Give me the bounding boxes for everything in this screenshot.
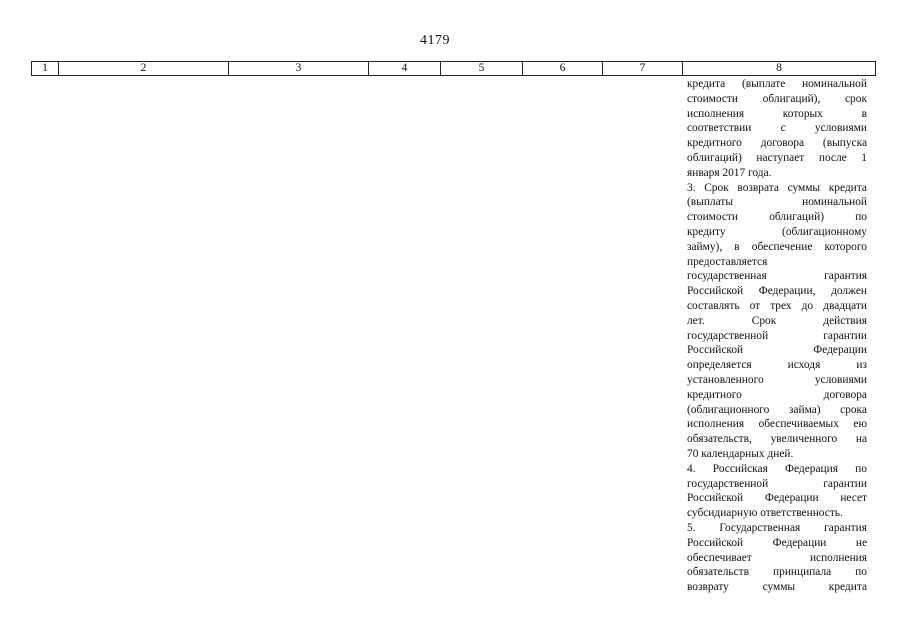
word: в [734, 240, 740, 253]
column-8-line [687, 358, 867, 373]
word: возврату [687, 581, 729, 594]
word: Федерации [764, 492, 819, 505]
word: 1 [861, 151, 867, 164]
column-8-line [687, 136, 867, 151]
column-number-header-table [31, 61, 876, 76]
column-8-line [687, 477, 867, 492]
word: в [861, 107, 867, 120]
word: (выплате [741, 78, 786, 90]
word: срока [840, 403, 867, 416]
word: договора [823, 388, 867, 401]
word: кредитного [687, 137, 742, 150]
word: обеспечение [751, 240, 813, 253]
column-8-line [687, 491, 867, 506]
word: обеспечиваемых [758, 418, 839, 431]
word: 3. [687, 181, 696, 194]
word: облигаций), [762, 92, 821, 105]
word: не [855, 536, 867, 549]
column-header-4: 4 [369, 62, 441, 76]
column-8-line [687, 107, 867, 122]
word: 5. [687, 521, 696, 534]
column-8-line [687, 299, 867, 314]
word: номинальной [802, 78, 867, 90]
word: кредитного [687, 388, 742, 401]
word: государственная [687, 270, 767, 283]
word: (облигационному [782, 225, 867, 238]
column-8-line [687, 373, 867, 388]
column-8-line [687, 551, 867, 566]
word: по [855, 566, 867, 579]
column-8-line: 70 календарных дней. [687, 447, 794, 460]
word: возврата [737, 181, 779, 194]
word: соответствии [687, 122, 752, 135]
column-header-3: 3 [229, 62, 369, 76]
word: составлять [687, 299, 740, 312]
word: кредита [828, 581, 867, 594]
column-8-line [687, 329, 867, 344]
word: условиями [814, 373, 867, 386]
word: действия [823, 314, 867, 327]
column-header-1: 1 [32, 62, 59, 76]
column-8-line [687, 92, 867, 107]
word: Российской [687, 285, 744, 298]
word: (выплаты [687, 196, 733, 209]
word: Российской [687, 536, 744, 549]
column-8-line [687, 432, 867, 447]
word: кредита [687, 78, 726, 90]
word: суммы [762, 581, 796, 594]
word: государственной [687, 329, 769, 342]
word: Федерации [813, 344, 867, 357]
word: с [780, 122, 786, 135]
column-8-line [687, 181, 867, 196]
column-8-line [687, 210, 867, 225]
word: облигаций) [687, 151, 742, 164]
word: увеличенного [770, 433, 838, 446]
word: (выпуска [822, 137, 867, 150]
column-header-8: 8 [683, 62, 876, 76]
column-8-line [687, 536, 867, 551]
word: номинальной [802, 196, 867, 209]
word: исходя [787, 359, 821, 372]
word: обязательств, [687, 433, 752, 446]
word: до [801, 299, 814, 312]
column-header-6: 6 [523, 62, 603, 76]
word: (облигационного [687, 403, 770, 416]
word: Государственная [719, 521, 801, 534]
column-header-5: 5 [441, 62, 523, 76]
word: по [855, 462, 867, 475]
word: гарантия [824, 270, 867, 283]
word: гарантии [823, 329, 867, 342]
word: принципала [773, 566, 832, 579]
word: двадцати [823, 299, 867, 312]
word: займа) [788, 403, 821, 416]
word: Российская [712, 462, 768, 475]
word: 4. [687, 462, 696, 475]
word: Федерации [772, 536, 827, 549]
word: Российской [687, 492, 744, 505]
word: определяется [687, 359, 752, 372]
word: Федерации, [758, 285, 816, 298]
word: суммы [787, 181, 821, 194]
word: срок [845, 92, 867, 105]
column-8-line [687, 580, 867, 595]
word: Срок [704, 181, 729, 194]
column-8-line [687, 417, 867, 432]
word: стоимости [687, 92, 738, 105]
word: от [749, 299, 761, 312]
column-8-line [687, 77, 867, 92]
word: условиями [814, 122, 867, 135]
column-8-line [687, 565, 867, 580]
word: по [855, 211, 867, 224]
column-8-line [687, 462, 867, 477]
column-8-line [687, 195, 867, 210]
word: гарантии [823, 477, 867, 490]
column-8-line: предоставляется [687, 255, 768, 268]
word: облигаций) [769, 211, 824, 224]
word: обязательств [687, 566, 750, 579]
column-header-7: 7 [603, 62, 683, 76]
word: стоимости [687, 211, 738, 224]
word: установленного [687, 373, 764, 386]
column-8-line [687, 240, 867, 255]
column-header-2: 2 [59, 62, 229, 76]
column-8-line [687, 269, 867, 284]
word: наступает [756, 151, 805, 164]
word: обеспечивает [687, 551, 752, 564]
word: лет. [687, 314, 705, 327]
word: исполнения [687, 107, 745, 120]
column-8-line [687, 403, 867, 418]
column-8-line [687, 225, 867, 240]
column-8-line [687, 284, 867, 299]
word: исполнения [687, 418, 745, 431]
word: договора [760, 137, 805, 150]
word: которых [782, 107, 823, 120]
word: трех [770, 299, 792, 312]
column-8-line [687, 121, 867, 136]
header-row [32, 62, 876, 76]
column-8-line: января 2017 года. [687, 166, 772, 179]
column-8-line: субсидиарную ответственность. [687, 507, 843, 520]
word: Федерация [785, 462, 838, 475]
column-8-line [687, 388, 867, 403]
column-8-line [687, 521, 867, 536]
word: кредита [828, 181, 867, 194]
column-8-line [687, 151, 867, 166]
word: государственной [687, 477, 769, 490]
word: займу), [687, 240, 723, 253]
column-8-line [687, 343, 867, 358]
word: кредиту [687, 225, 726, 238]
page-number: 4179 [420, 33, 450, 48]
word: из [856, 359, 867, 372]
word: Российской [687, 344, 744, 357]
word: после [818, 151, 847, 164]
word: Срок [751, 314, 777, 327]
word: на [855, 433, 867, 446]
word: ею [853, 418, 867, 431]
column-8-line [687, 314, 867, 329]
word: несет [840, 492, 867, 505]
word: должен [831, 285, 867, 298]
word: исполнения [809, 551, 867, 564]
column-8-text [687, 77, 867, 595]
word: гарантия [824, 521, 867, 534]
word: которого [824, 240, 867, 253]
